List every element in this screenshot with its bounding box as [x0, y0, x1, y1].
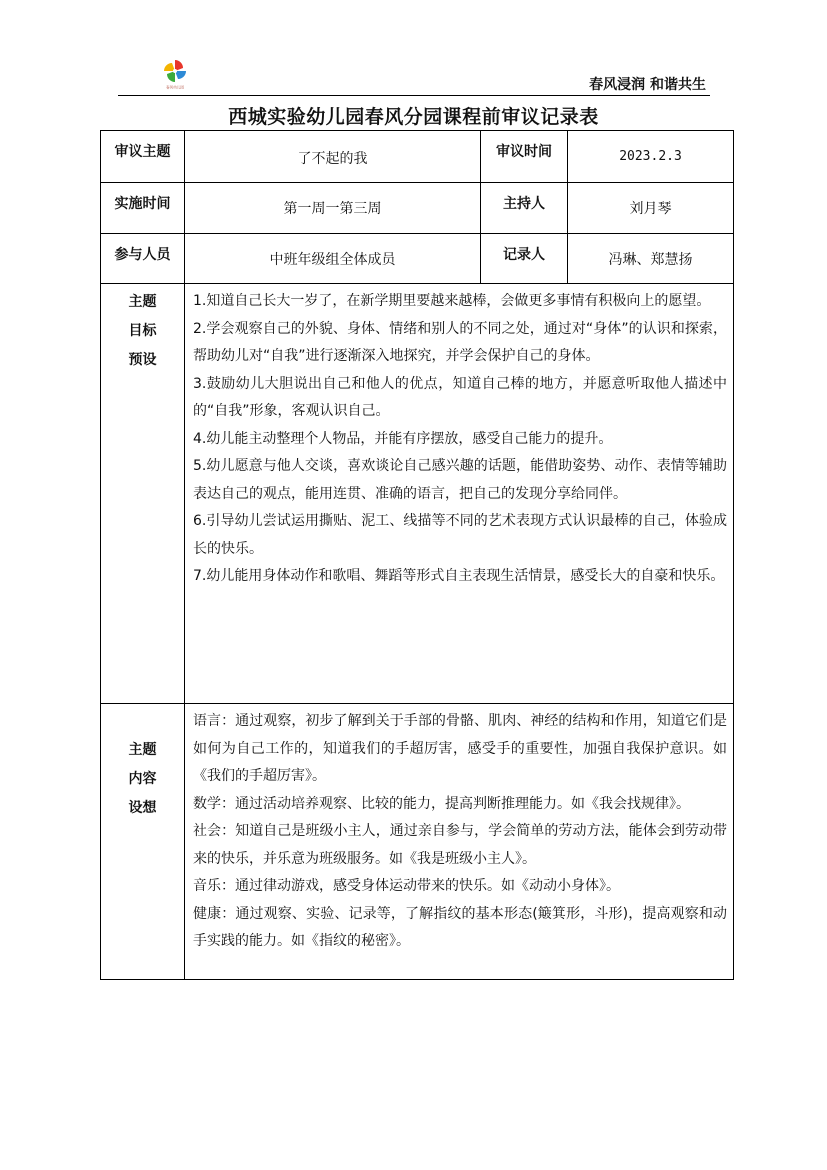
recorder-label: 记录人: [481, 234, 568, 284]
goal-item: 2.学会观察自己的外貌、身体、情绪和别人的不同之处，通过对“身体”的认识和探索，帮助幼儿对“自我”进行逐渐深入地探究，并学会保护自己的身体。: [193, 320, 727, 364]
topic-row: [101, 131, 734, 183]
content-idea-item: 健康：通过观察、实验、记录等，了解指纹的基本形态(簸箕形，斗形)，提高观察和动手实践的能力。如《指纹的秘密》。: [193, 905, 727, 949]
participants-label: 参与人员: [101, 234, 185, 284]
header-divider: [118, 95, 710, 96]
period-value: 第一周一第三周: [185, 183, 481, 234]
goal-item: 7.幼儿能用身体动作和歌唱、舞蹈等形式自主表现生活情景，感受长大的自豪和快乐。: [193, 568, 725, 584]
host-value: 刘月琴: [568, 183, 734, 234]
logo-caption: 春风幼儿园: [166, 85, 184, 90]
participants-value: 中班年级组全体成员: [185, 234, 481, 284]
period-row: [101, 183, 734, 234]
content-idea-item: 数学：通过活动培养观察、比较的能力，提高判断推理能力。如《我会找规律》。: [193, 795, 690, 812]
goal-item: 6.引导幼儿尝试运用撕贴、泥工、线描等不同的艺术表现方式认识最棒的自己，体验成长的快乐。: [193, 513, 727, 557]
goal-item: 1.知道自己长大一岁了，在新学期里要越来越棒，会做更多事情有积极向上的愿望。: [193, 293, 711, 309]
review-record-table: [100, 130, 734, 980]
content-ideas-label: 主题 内容 设想: [101, 704, 185, 980]
goal-item: 3.鼓励幼儿大胆说出自己和他人的优点，知道自己棒的地方，并愿意听取他人描述中的“自我”形象，客观认识自己。: [193, 375, 727, 419]
topic-value: 了不起的我: [185, 131, 481, 183]
content-ideas-row: [101, 704, 734, 980]
goals-label: 主题 目标 预设: [101, 284, 185, 704]
content-ideas-content: [185, 704, 734, 980]
review-date-label: 审议时间: [481, 131, 568, 183]
content-idea-item: 音乐：通过律动游戏，感受身体运动带来的快乐。如《动动小身体》。: [193, 878, 620, 894]
host-label: 主持人: [481, 183, 568, 234]
slogan: 春风浸润 和谐共生: [589, 77, 706, 93]
goals-row: [101, 284, 734, 704]
participants-row: [101, 234, 734, 284]
goals-content: [185, 284, 734, 704]
content-idea-item: 语言：通过观察，初步了解到关于手部的骨骼、肌肉、神经的结构和作用，知道它们是如何为自己工作的，知道我们的手超厉害，感受手的重要性，加强自我保护意识。如《我们的手超厉害》。: [193, 713, 727, 784]
recorder-value: 冯琳、郑慧扬: [568, 234, 734, 284]
goal-item: 5.幼儿愿意与他人交谈，喜欢谈论自己感兴趣的话题，能借助姿势、动作、表情等辅助表达自己的观点，能用连贯、准确的语言，把自己的发现分享给同伴。: [193, 458, 727, 502]
page-header: [118, 58, 710, 96]
period-label: 实施时间: [101, 183, 185, 234]
kindergarten-pinwheel-logo-icon: [162, 58, 188, 90]
goal-item: 4.幼儿能主动整理个人物品，并能有序摆放，感受自己能力的提升。: [193, 430, 613, 447]
review-date-value: 2023.2.3: [568, 131, 734, 183]
topic-label: 审议主题: [101, 131, 185, 183]
document-title: 西城实验幼儿园春风分园课程前审议记录表: [228, 106, 599, 128]
content-idea-item: 社会：知道自己是班级小主人，通过亲自参与，学会简单的劳动方法，能体会到劳动带来的快乐，并乐意为班级服务。如《我是班级小主人》。: [193, 823, 727, 867]
